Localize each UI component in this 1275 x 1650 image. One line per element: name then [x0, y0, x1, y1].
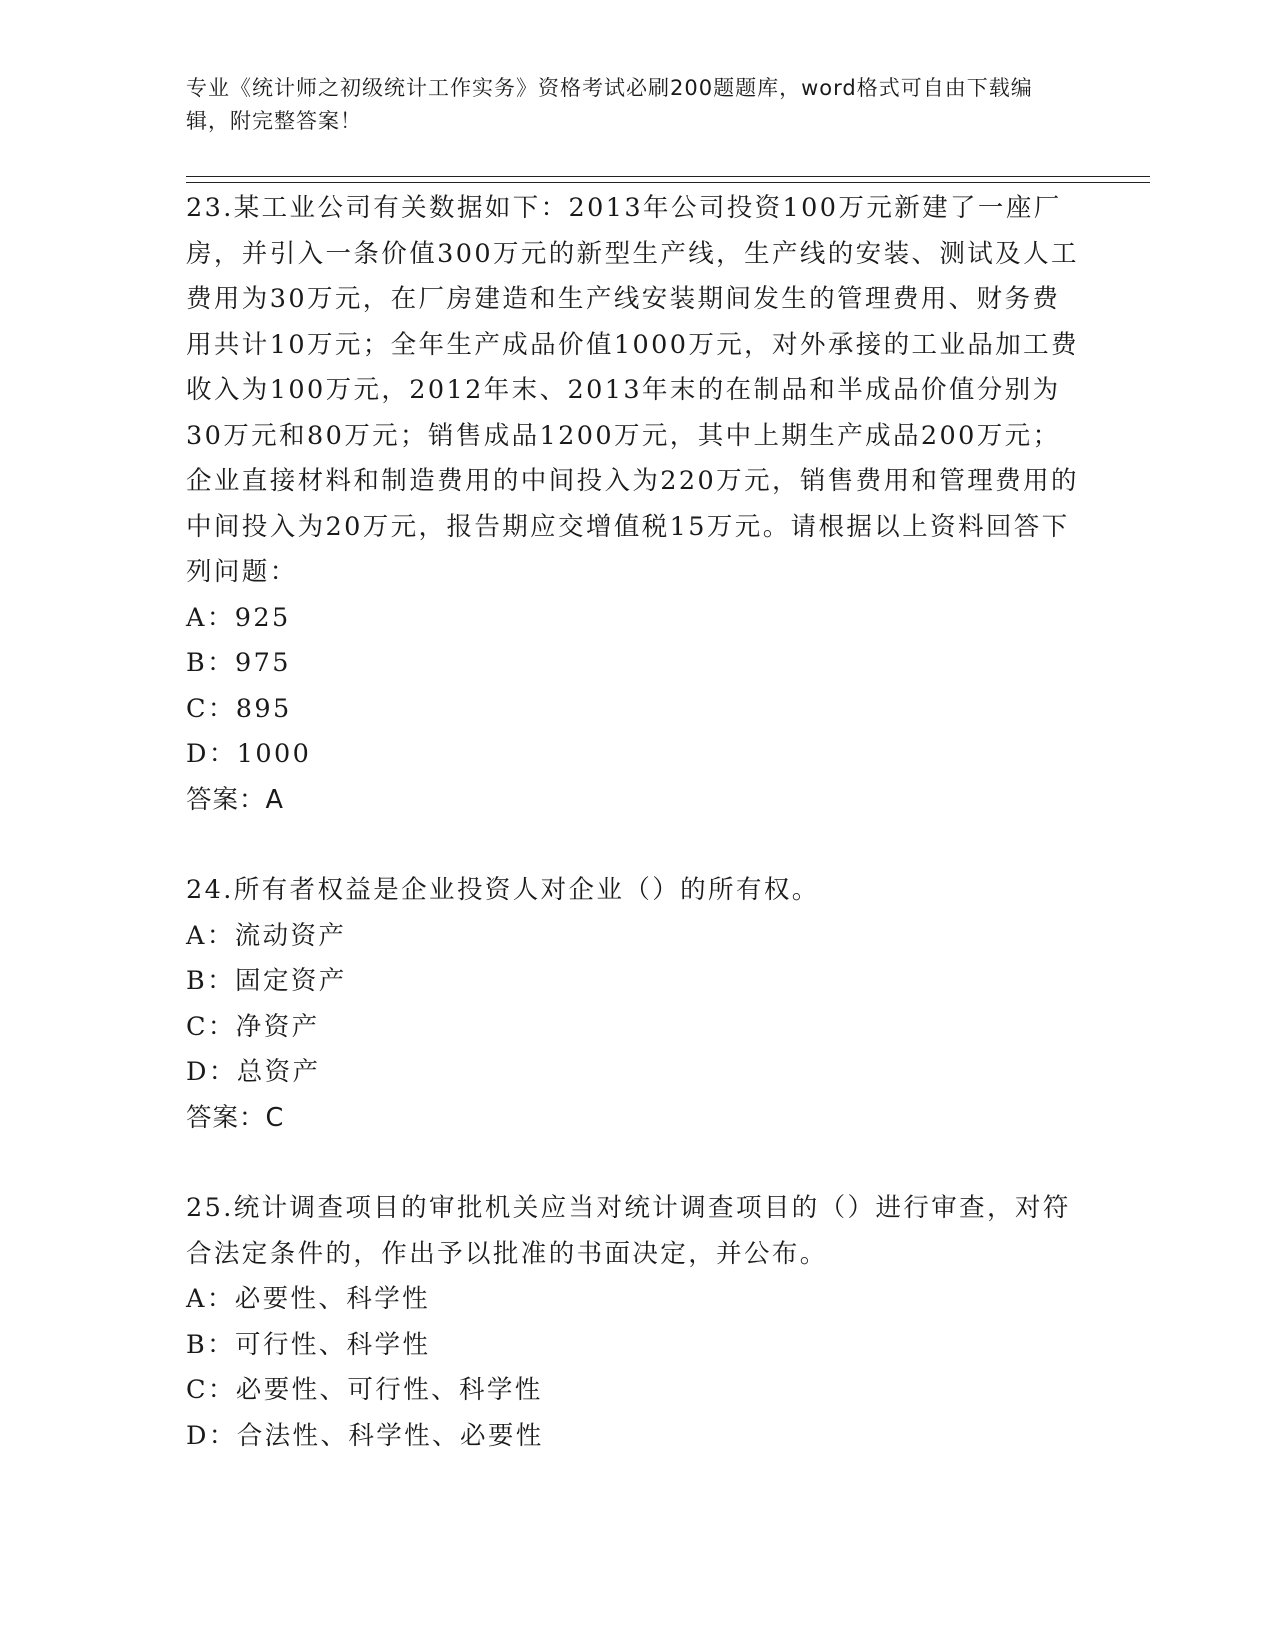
- option-d: D：合法性、科学性、必要性: [186, 1420, 544, 1451]
- question-25: [186, 1186, 1086, 1459]
- spacer: [186, 1141, 1086, 1186]
- option-b: B：975: [186, 648, 291, 678]
- option-c: C：895: [186, 693, 292, 724]
- header-title: 专业《统计师之初级统计工作实务》资格考试必刷200题题库，word格式可自由下载编辑，附完整答案！: [186, 76, 1033, 133]
- header-rule-top: [186, 176, 1150, 177]
- question-text: 23.某工业公司有关数据如下：2013年公司投资100万元新建了一座厂房，并引入一条价值300万元的新型生产线，生产线的安装、测试及人工费用为30万元，在厂房建造和生产线安装期间发生的管理费用、财务费用共计10万元；全年生产成品价值1000万元，对外承接的工业品加工费收入为100万元，2012年末、2013年末的在制品和半成品价值分别为30万元和80万元；销售成品1200万元，其中上期生产成品200万元；企业直接材料和制造费用的中间投入为220万元，销售费用和管理费用的中间投入为20万元，报告期应交增值税15万元。请根据以上资料回答下列问题：: [186, 193, 1079, 587]
- answer: 答案：A: [186, 784, 284, 815]
- option-d: D：1000: [186, 739, 312, 769]
- option-d: D：总资产: [186, 1057, 321, 1087]
- question-24: [186, 868, 1086, 1141]
- option-a: A：925: [186, 602, 291, 633]
- option-b: B：可行性、科学性: [186, 1329, 431, 1360]
- answer: 答案：C: [186, 1102, 285, 1133]
- option-a: A：流动资产: [186, 920, 347, 951]
- question-list: [186, 186, 1086, 1459]
- option-c: C：必要性、可行性、科学性: [186, 1375, 543, 1405]
- spacer: [186, 823, 1086, 868]
- header-rule-bottom: [186, 182, 1150, 183]
- option-a: A：必要性、科学性: [186, 1284, 431, 1314]
- question-23: [186, 186, 1086, 823]
- option-b: B：固定资产: [186, 966, 347, 996]
- option-c: C：净资产: [186, 1011, 320, 1042]
- question-text: 24.所有者权益是企业投资人对企业（）的所有权。: [186, 875, 820, 905]
- question-text: 25.统计调查项目的审批机关应当对统计调查项目的（）进行审查，对符合法定条件的，作出予以批准的书面决定，并公布。: [186, 1193, 1071, 1269]
- document-header: [186, 72, 1066, 138]
